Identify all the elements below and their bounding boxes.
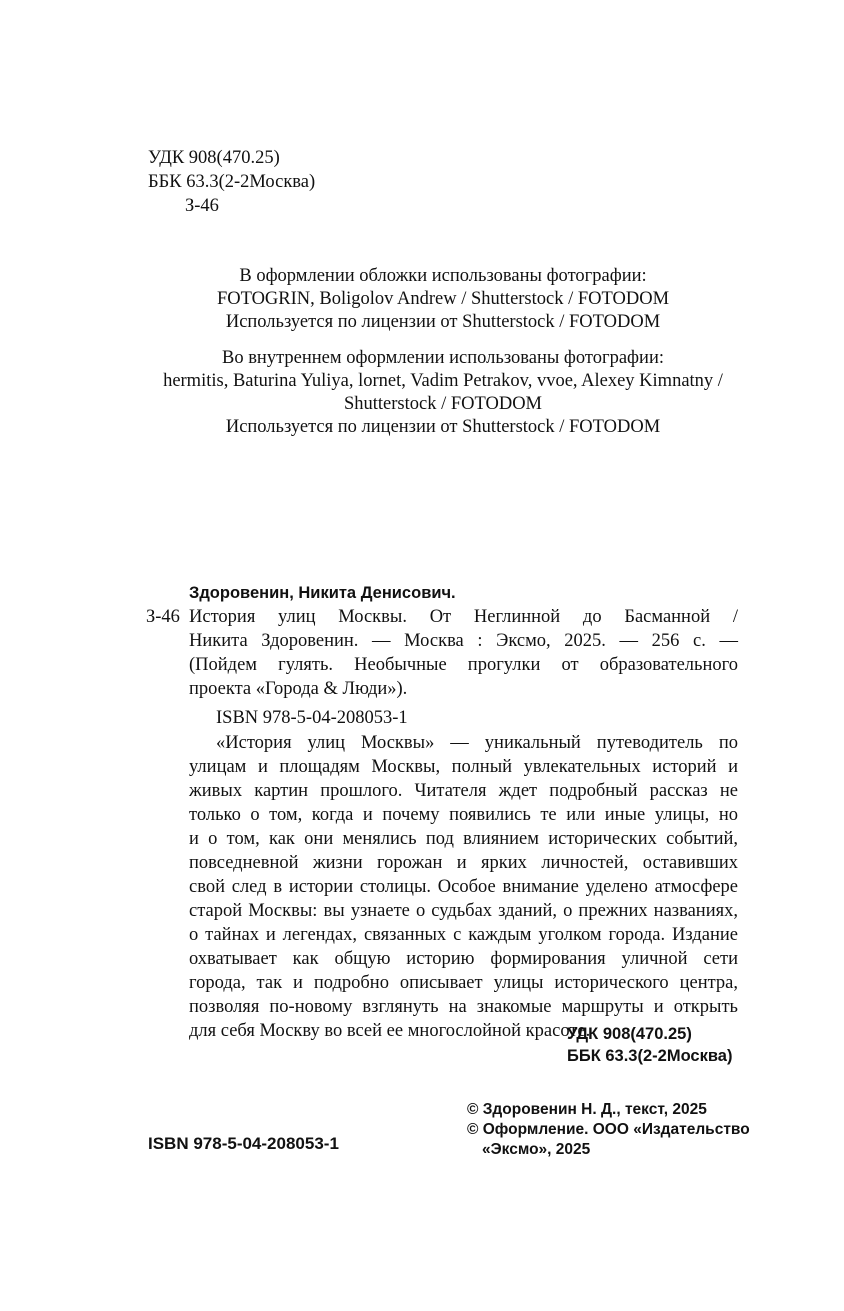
annotation-line: и о том, как они менялись под влиянием исторических событий, [189,829,738,849]
annotation-line: «История улиц Москвы» — уникальный путеводитель по [216,733,738,753]
annotation-line: охватывает как общую историю формирования уличной сети [189,949,738,969]
credit-line: Используется по лицензии от Shutterstock / FOTODOM [225,417,661,437]
credit-line: В оформлении обложки использованы фотографии: [239,266,647,286]
annotation-line: города, так и подробно описывает улицы исторического центра, [189,973,738,993]
annotation-line: позволяя по-новому взглянуть на знакомые маршруты и открыть [189,997,738,1017]
annotation-line: старой Москвы: вы узнаете о судьбах зданий, о прежних названиях, [189,901,738,921]
annotation-line: улицам и площадям Москвы, полный увлекательных историй и [189,757,738,777]
author-heading: Здоровенин, Никита Денисович. [189,584,456,602]
annotation-line: только о том, когда и почему появились те или иные улицы, но [189,805,738,825]
udk-code: УДК 908(470.25) [567,1025,692,1043]
udk-code: УДК 908(470.25) [148,148,280,168]
bbk-code: ББК 63.3(2-2Москва) [567,1047,733,1065]
credit-line: Используется по лицензии от Shutterstock / FOTODOM [225,312,661,332]
annotation-line: повседневной жизни горожан и ярких личностей, оставивших [189,853,738,873]
bbk-code: ББК 63.3(2-2Москва) [148,172,316,192]
annotation-line: о тайнах и легендах, связанных с каждым уголком города. Издание [189,925,738,945]
author-mark: З-46 [185,196,219,216]
isbn-number: ISBN 978-5-04-208053-1 [216,708,408,728]
description-line: Никита Здоровенин. — Москва : Эксмо, 2025. — 256 с. — [189,631,738,651]
annotation-line: свой след в истории столицы. Особое внимание уделено атмосфере [189,877,738,897]
credit-line: hermitis, Baturina Yuliya, lornet, Vadim Petrakov, vvoe, Alexey Kimnatny / [163,371,723,391]
description-line: История улиц Москвы. От Неглинной до Басманной / [189,607,738,627]
copyright-text: © Здоровенин Н. Д., текст, 2025 [467,1101,707,1118]
description-line: (Пойдем гулять. Необычные прогулки от образовательного [189,655,738,675]
description-line: проекта «Города & Люди»). [189,679,408,699]
author-mark: З-46 [146,607,180,627]
credit-line: Во внутреннем оформлении использованы фотографии: [221,348,664,368]
copyright-design-cont: «Эксмо», 2025 [482,1141,591,1158]
annotation-line: для себя Москву во всей ее многослойной красоте. [189,1021,591,1041]
credit-line: FOTOGRIN, Boligolov Andrew / Shutterstock / FOTODOM [216,289,670,309]
copyright-design: © Оформление. ООО «Издательство [467,1121,750,1138]
isbn-number: ISBN 978-5-04-208053-1 [148,1134,339,1153]
credit-line: Shutterstock / FOTODOM [343,394,543,414]
annotation-line: живых картин прошлого. Читателя ждет подробный рассказ не [189,781,738,801]
